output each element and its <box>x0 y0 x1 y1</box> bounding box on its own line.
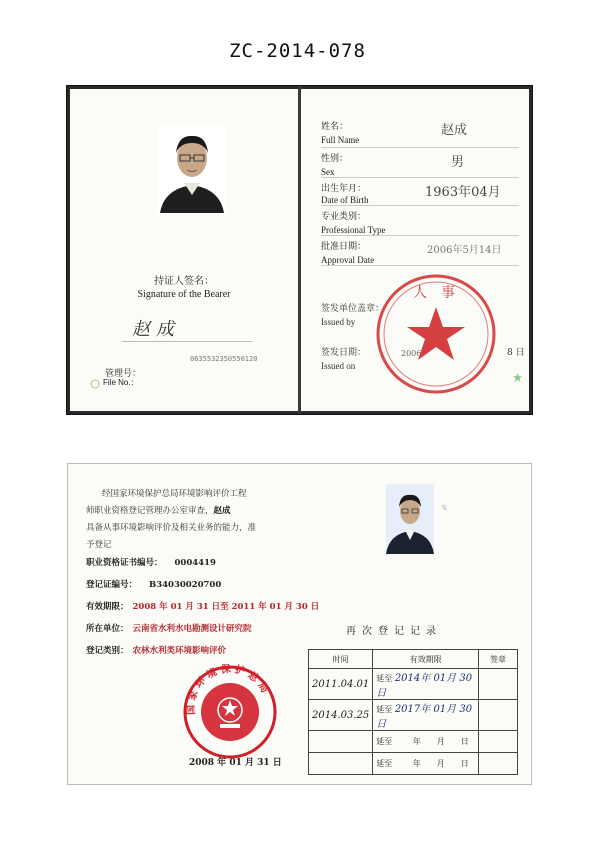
intro-line: 经国家环境保护总局环境影响评价工程 <box>102 489 247 499</box>
unit-row <box>86 622 252 634</box>
approval-date-value: 2006年5月14日 <box>427 245 502 256</box>
extend-date: 年 月 日 <box>412 759 469 768</box>
intro-line-text: 师职业资格登记管理办公室审查， <box>86 506 214 516</box>
cert-no-value: 0004419 <box>174 558 216 568</box>
intro-holder-name: 赵成 <box>213 506 231 516</box>
issued-on-label-en: Issued on <box>321 361 356 371</box>
extend-date: 2017年 01月 30日 <box>376 704 473 730</box>
issued-on-day: 8 日 <box>507 348 525 358</box>
bearer-handwritten-signature: 赵成 <box>132 319 180 340</box>
sex-label-en: Sex <box>321 167 335 177</box>
reregistration-title: 再次登记记录 <box>346 626 442 637</box>
cert-no-label: 职业资格证书编号： <box>86 558 163 568</box>
ministry-seal-stamp <box>361 269 511 399</box>
star-mark-icon <box>513 373 522 382</box>
issued-on-label-cn: 签发日期： <box>321 348 367 358</box>
intro-paragraph <box>86 486 300 554</box>
validity-row <box>86 600 319 612</box>
table-cell-seal <box>479 753 518 775</box>
card-right-page <box>301 89 529 411</box>
extend-label: 延至 <box>376 705 393 714</box>
table-cell-seal <box>479 669 518 700</box>
table-cell-time: 2011.04.01 <box>309 669 373 700</box>
reg-no-label: 登记证编号： <box>86 580 138 590</box>
certificate-card-front <box>67 86 532 414</box>
table-row <box>309 731 518 753</box>
unit-label: 所在单位： <box>86 624 129 634</box>
stamp-ghost-mark: ✎ <box>440 504 448 514</box>
table-row <box>309 753 518 775</box>
dob-value: 1963年04月 <box>425 185 501 200</box>
environmental-protection-seal-stamp <box>182 664 278 760</box>
cert-no-row <box>86 556 216 568</box>
svg-text:国 家 环 境 保 护 总 局: 国 家 环 境 保 护 总 局 <box>185 664 271 716</box>
table-header-cell: 有效期限 <box>373 650 479 669</box>
unit-value: 云南省水利水电勘测设计研究院 <box>132 624 252 634</box>
intro-line: 予登记 <box>86 540 112 550</box>
bearer-signature-label-cn: 持证人签名： <box>154 276 214 287</box>
validity-label: 有效期限： <box>86 602 129 612</box>
intro-line <box>86 503 300 520</box>
signature-line <box>122 341 252 342</box>
field-divider <box>321 235 519 236</box>
extend-label: 延至 <box>376 759 393 768</box>
file-no-label-cn: 管理号： <box>105 369 142 379</box>
extend-date: 2014年 01月 30日 <box>376 673 473 699</box>
table-header-cell: 时间 <box>309 650 373 669</box>
table-cell-seal <box>479 700 518 731</box>
validity-value: 2008 年 01 月 31 日至 2011 年 01 月 30 日 <box>132 602 320 612</box>
extend-label: 延至 <box>376 674 393 683</box>
table-row <box>309 700 518 731</box>
category-label: 登记类别： <box>86 646 129 656</box>
extend-date: 年 月 日 <box>412 737 469 746</box>
category-row <box>86 644 226 656</box>
registration-issue-date: 2008 年 01 月 31 日 <box>189 758 282 768</box>
issued-by-label-cn: 签发单位盖章： <box>321 304 385 314</box>
sex-label-cn: 性别： <box>321 154 349 164</box>
issued-by-label-en: Issued by <box>321 317 356 327</box>
table-cell-validity <box>373 753 479 775</box>
registration-card <box>67 463 532 785</box>
reg-no-value: B34030020700 <box>149 580 222 590</box>
card-left-page <box>70 89 298 411</box>
name-label-en: Full Name <box>321 135 360 145</box>
document-id: ZC-2014-078 <box>229 40 366 62</box>
table-header-row <box>309 650 518 669</box>
file-no-label-en: File No.： <box>103 378 139 387</box>
table-cell-time <box>309 731 373 753</box>
category-value: 农林水利类环境影响评价 <box>132 646 227 656</box>
approval-date-label-en: Approval Date <box>321 255 375 265</box>
name-label-cn: 姓名： <box>321 122 349 132</box>
holder-photo <box>386 484 434 554</box>
table-cell-validity <box>373 669 479 700</box>
reg-no-row <box>86 578 221 590</box>
dob-label-cn: 出生年月： <box>321 184 367 194</box>
sex-value: 男 <box>451 155 465 170</box>
table-cell-seal <box>479 731 518 753</box>
table-header-cell: 签章 <box>479 650 518 669</box>
table-cell-validity <box>373 731 479 753</box>
serial-number: 0635532350550120 <box>190 355 258 363</box>
reregistration-table <box>308 649 518 775</box>
field-divider <box>321 177 519 178</box>
bearer-photo <box>158 125 226 213</box>
field-divider <box>321 147 519 148</box>
professional-type-label-cn: 专业类别： <box>321 212 367 222</box>
extend-label: 延至 <box>376 737 393 746</box>
table-cell-validity <box>373 700 479 731</box>
table-row <box>309 669 518 700</box>
name-value: 赵成 <box>441 123 468 138</box>
table-cell-time <box>309 753 373 775</box>
hologram-mark-icon <box>90 379 100 389</box>
field-divider <box>321 205 519 206</box>
field-divider <box>321 265 519 266</box>
bearer-signature-label-en: Signature of the Bearer <box>137 289 231 300</box>
table-cell-time: 2014.03.25 <box>309 700 373 731</box>
issued-on-year: 2006 <box>401 349 422 358</box>
approval-date-label-cn: 批准日期： <box>321 242 367 252</box>
professional-type-label-en: Professional Type <box>321 225 386 235</box>
dob-label-en: Date of Birth <box>321 195 369 205</box>
intro-line: 具备从事环境影响评价及相关业务的能力，准 <box>86 523 257 533</box>
svg-text:人 事: 人 事 <box>413 285 455 301</box>
